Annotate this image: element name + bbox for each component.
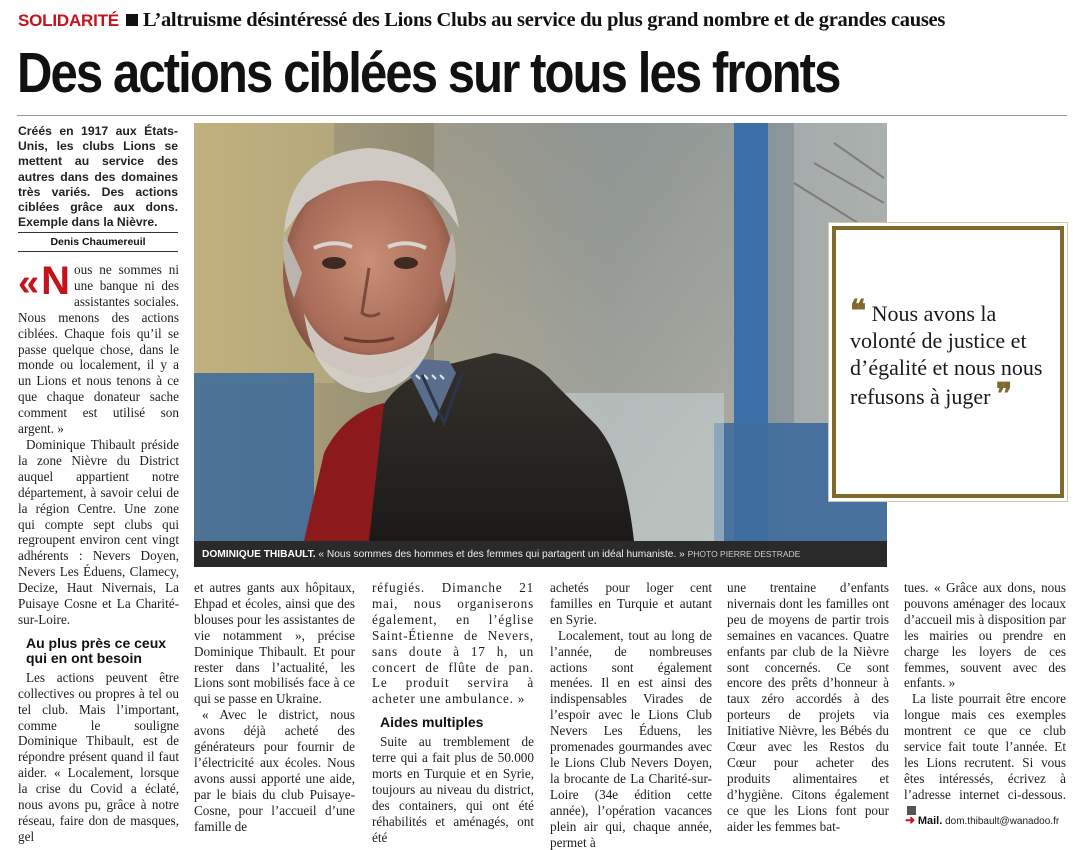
col6-paragraph-2: La liste pourrait être encore longue mais ces exemples montrent ce que ce club service fait toute l’année. Et les Lions recrutent. Si vous êtes intéressés, écrivez à l’adresse internet ci-dessous.: [904, 691, 1066, 802]
col2-paragraph-2: « Avec le district, nous avons déjà acheté des générateurs pour fournir de l’électricité aux écoles. Nous avons aussi apporté une aide, par le biais du club Puisaye-Cosne, pour l’accueil d’une famille de: [194, 707, 355, 834]
col1-paragraph-3: Les actions peuvent être collectives ou propres à tel ou tel club. Mais l’important, comme le souligne Dominique Thibault, est de répondre présent quand il faut aider. « Localement, lorsque la crise du Covid a éclaté, nous avons pu, grâce à notre réseau, faire don de masques, gel: [18, 669, 179, 844]
caption-text: « Nous sommes des hommes et des femmes qui partagent un idéal humaniste. »: [318, 549, 685, 560]
kicker-square-icon: [126, 14, 138, 26]
arrow-bullet-icon: ➜: [905, 813, 916, 827]
article-photo: [194, 123, 887, 541]
section-kicker: SOLIDARITÉ: [18, 11, 119, 30]
intertitle-2: Aides multiples: [380, 714, 484, 731]
byline-rule-top: [18, 232, 178, 233]
mail-contact: [905, 813, 1075, 827]
col6-paragraph-1: tues. « Grâce aux dons, nous pouvons aménager des locaux d’accueil mis à disposition par les mairies ou prendre en charge les loyers de ces femmes, souvent avec des enfants. »: [904, 580, 1066, 691]
subheadline: L’altruisme désintéressé des Lions Clubs au service du plus grand nombre et de grandes causes: [142, 9, 945, 31]
article-column-6: [904, 580, 1066, 806]
dropcap: N: [41, 259, 71, 303]
col4-paragraph-1: achetés pour loger cent familles en Turquie et autant en Syrie.: [550, 580, 712, 627]
photo-caption: [194, 541, 887, 567]
opening-quote-mark: «: [18, 262, 40, 304]
col3-paragraph-1: réfugiés. Dimanche 21 mai, nous organiserons également, en l’église Saint-Étienne de Nevers, sans doute à 17 h, un concert de flûte de pan. Le produit servira à acheter une ambulance. »: [372, 580, 534, 707]
pull-quote: [850, 295, 1060, 411]
caption-name: DOMINIQUE THIBAULT.: [202, 549, 316, 560]
article-column-2: [194, 580, 355, 838]
intertitle-1: Au plus près ce ceux qui en ont besoin: [26, 634, 167, 666]
chapeau: Créés en 1917 aux États-Unis, les clubs Lions se mettent au service des autres dans des domaines très variés. Des actions ciblées grâce aux dons. Exemple dans la Nièvre.: [18, 124, 178, 230]
col2-paragraph-1: et autres gants aux hôpitaux, Ehpad et écoles, ainsi que des blouses pour les assistantes de vie notamment », précise Dominique Thibault. Et pour rester dans l’actualité, les Lions sont mobilisés face à ce qui se passe en Ukraine.: [194, 580, 355, 707]
col1-paragraph-2: Dominique Thibault préside la zone Nièvre du District auquel appartient notre département, à savoir celui de la région Centre. Une zone qui compte sept clubs qui regroupent environ cent vingt adhérents : Nevers Doyen, Nevers Les Éduens, Clamecy, Decize, Haut Nivernais, La Puisaye Cosne et La Charité-sur-Loire.: [18, 436, 179, 627]
headline: Des actions ciblées sur tous les fronts: [17, 41, 840, 105]
article-column-1: [18, 259, 179, 844]
mail-label: Mail.: [917, 815, 943, 827]
article-column-3: [372, 580, 534, 845]
article-column-5: [727, 580, 889, 838]
col1-paragraph-1: ous ne sommes ni une banque ni des assistantes sociales. Nous menons des actions ciblées. Chaque fois qu’il se passe quelque chose, dans le monde ou localement, il y a un Lions et nous tenons à ce que chaque donateur sache comment est utilisé son argent. »: [18, 262, 179, 437]
col5-paragraph-1: une trentaine d’enfants nivernais dont les familles ont peu de moyens de partir trois semaines en vacances. Quatre enfants par club de la Nièvre sont concernés. Ce sont encore des prêts d’honneur à taux zéro accordés à des porteurs de projets via Initiative Nièvre, les Bébés du Cœur avec les Restos du Cœur pour acheter des produits alimentaires et d’hygiène. Citons également ce que les Lions font pour aider les femmes bat-: [727, 580, 889, 834]
portrait-photo-image: [194, 123, 887, 541]
header-rule: [17, 115, 1067, 116]
quote-close-icon: ❞: [996, 378, 1013, 411]
quote-open-icon: ❝: [850, 295, 867, 328]
col4-paragraph-2: Localement, tout au long de l’année, de nombreuses actions sont également menées. Il en est ainsi des indispensables Virades de l’espoir avec le Lions Club Nevers Les Éduens, les promenades gourmandes avec le Lions Club Nevers Doyen, la brocante de La Charité-sur-Loire (34e édition cette année), l’opération vacances plein air qui, chaque année, permet à: [550, 627, 712, 850]
header-kicker-row: [18, 9, 1068, 35]
pull-quote-text: Nous avons la volonté de justice et d’égalité et nous nous refusons à juger: [850, 301, 1043, 409]
article-column-4: [550, 580, 712, 850]
pull-quote-box: [832, 226, 1064, 498]
mail-address[interactable]: dom.thibault@wanadoo.fr: [945, 816, 1060, 827]
byline: Denis Chaumereuil: [50, 236, 146, 248]
col3-paragraph-2: Suite au tremblement de terre qui a fait plus de 50.000 morts en Turquie et en Syrie, toujours au niveau du district, des containers, qui ont été réhabilités et aménagés, ont été: [372, 734, 534, 845]
byline-rule-bottom: [18, 251, 178, 252]
caption-credit: PHOTO PIERRE DESTRADE: [687, 549, 801, 559]
